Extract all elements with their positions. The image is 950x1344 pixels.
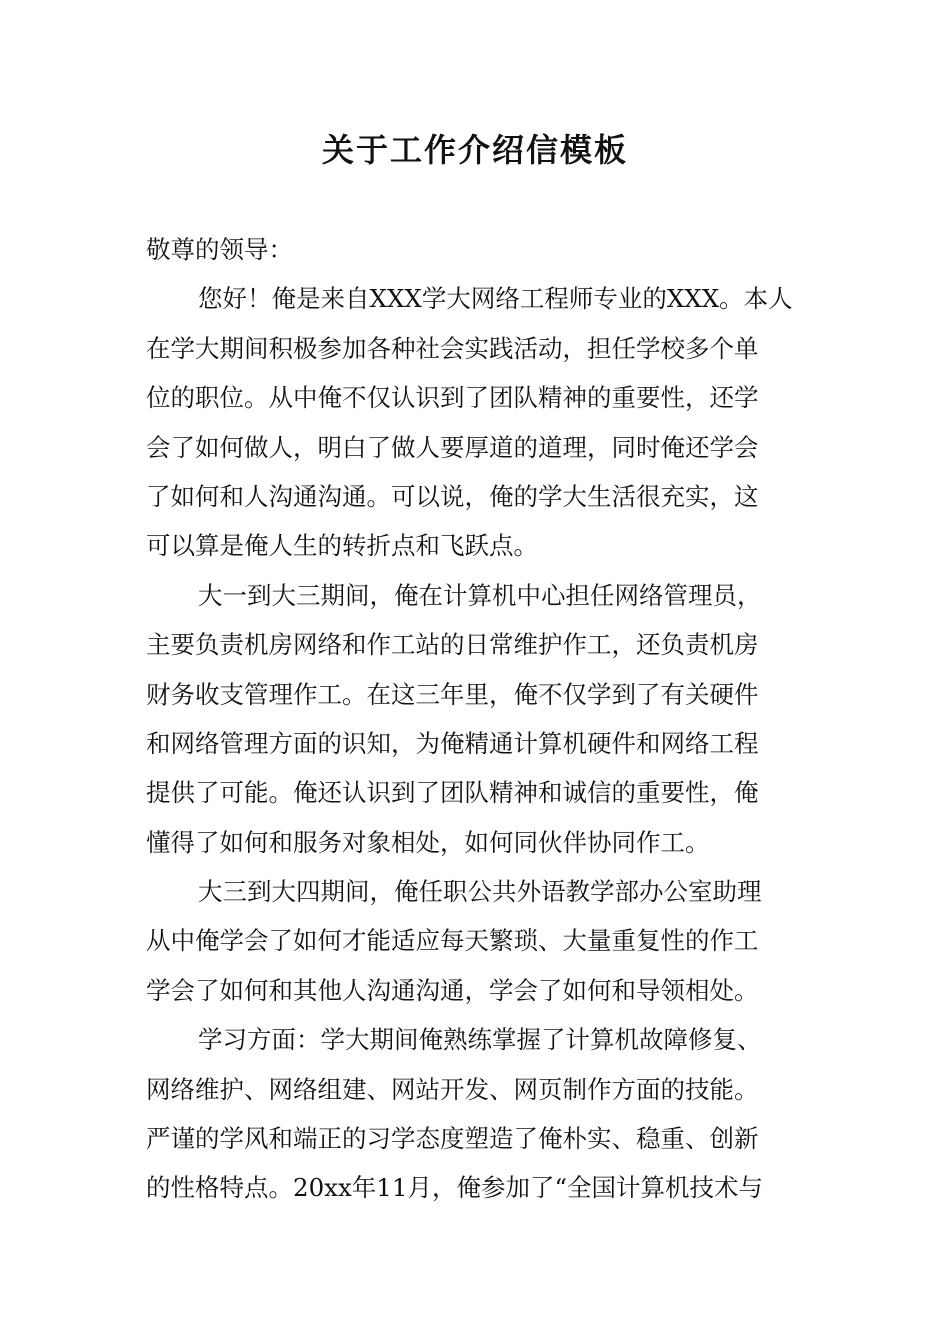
paragraph-line: 了如何和人沟通沟通。可以说，俺的学大生活很充实，这 bbox=[146, 481, 759, 511]
paragraph-line: 可以算是俺人生的转折点和飞跃点。 bbox=[146, 531, 538, 561]
paragraph-line: 您好！俺是来自XXX学大网络工程师专业的XXX。本人 bbox=[198, 284, 793, 314]
paragraph-line: 提供了可能。俺还认识到了团队精神和诚信的重要性，俺 bbox=[146, 778, 759, 808]
document-title: 关于工作介绍信模板 bbox=[321, 131, 628, 169]
paragraph-line: 和网络管理方面的识知，为俺精通计算机硬件和网络工程 bbox=[146, 728, 759, 758]
paragraph-line: 财务收支管理作工。在这三年里，俺不仅学到了有关硬件 bbox=[146, 679, 759, 709]
paragraph-line: 严谨的学风和端正的习学态度塑造了俺朴实、稳重、创新 bbox=[146, 1124, 759, 1154]
paragraph-line: 会了如何做人，明白了做人要厚道的道理，同时俺还学会 bbox=[146, 432, 759, 462]
letter-body bbox=[146, 225, 808, 1213]
paragraph-line: 网络维护、网络组建、网站开发、网页制作方面的技能。 bbox=[146, 1074, 759, 1104]
paragraph-line: 在学大期间积极参加各种社会实践活动，担任学校多个单 bbox=[146, 333, 759, 363]
paragraph-line: 大三到大四期间，俺任职公共外语教学部办公室助理 bbox=[198, 877, 762, 907]
paragraph-line: 位的职位。从中俺不仅认识到了团队精神的重要性，还学 bbox=[146, 383, 759, 413]
paragraph-line: 学会了如何和其他人沟通沟通，学会了如何和导领相处。 bbox=[146, 975, 759, 1005]
salutation: 敬尊的领导： bbox=[146, 235, 293, 264]
paragraph-line: 的性格特点。20xx年11月，俺参加了“全国计算机技术与 bbox=[146, 1173, 764, 1203]
paragraph-line: 主要负责机房网络和作工站的日常维护作工，还负责机房 bbox=[146, 630, 759, 660]
paragraph-line: 大一到大三期间，俺在计算机中心担任网络管理员， bbox=[198, 580, 762, 610]
paragraph-line: 学习方面：学大期间俺熟练掌握了计算机故障修复、 bbox=[198, 1025, 762, 1055]
paragraph-line: 从中俺学会了如何才能适应每天繁琐、大量重复性的作工 bbox=[146, 926, 759, 956]
paragraph-line: 懂得了如何和服务对象相处，如何同伙伴协同作工。 bbox=[146, 827, 710, 857]
